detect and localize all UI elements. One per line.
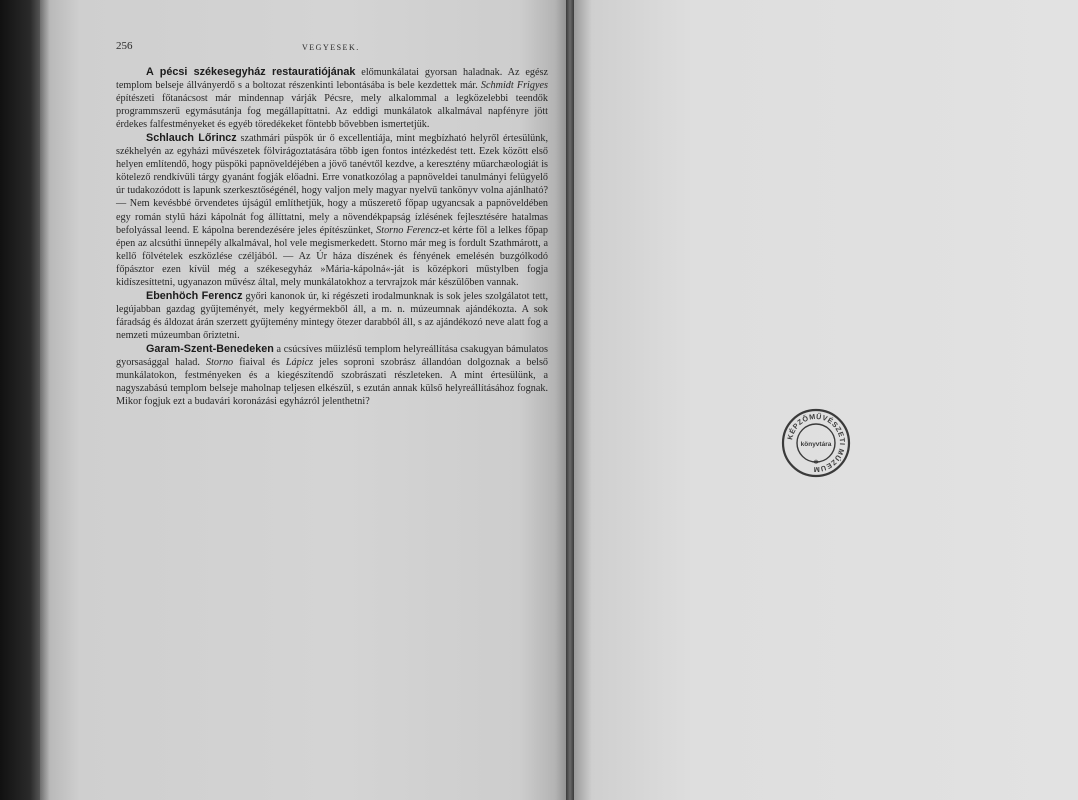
italic-name: Storno Ferencz bbox=[376, 224, 439, 236]
library-stamp bbox=[781, 408, 851, 478]
paragraph bbox=[116, 290, 548, 342]
text-run: győri kanonok úr, ki régészeti irodalmunknak is sok jeles szolgálatot tett, legújabban gazdag gyűjteményét, mely kegyérmekből áll, a m. n. múzeumnak ajándékozta. A sok fáradság és áldozat árán szerzett gyűjtemény mintegy ötezer darabból áll, s az ajándékozó neve alatt fog a nemzeti múzeumban őriztetni. bbox=[116, 290, 548, 341]
text-run: építészeti főtanácsost már mindennap várják Pécsre, mely alkalommal a legközelebbi teendők programmszerű egymásutánja fog megállapíttatni. Az eddigi munkálatok alkalmával napfényre jött érdekes falfestményeket és egyéb töredékeket föntebb bővebben ismertetjük. bbox=[116, 93, 548, 131]
svg-text:✱: ✱ bbox=[813, 459, 819, 466]
text-run: fiaival és bbox=[233, 357, 286, 369]
paragraph bbox=[116, 343, 548, 408]
running-head: VEGYESEK. bbox=[302, 43, 360, 52]
page-number: 256 bbox=[116, 40, 133, 52]
paragraph bbox=[116, 66, 548, 131]
text-run: jeles soproni szobrász állandóan dolgoznak a belső munkálatokon, festményeken és a kiegészítendő szobrászati részleteken. A mint értesülünk, a nagyszabású templom belseje maholnap teljesen elkészül, s ezután annak külső helyreállításához fognak. Mikor fogjuk ezt a budavári koronázási egyházról jelenthetni? bbox=[116, 357, 548, 408]
text-run: szathmári püspök úr ő excellentiája, mint megbízható helyről értesülünk, székhelyén az egyházi művészetek fölvirágoztatására több igen fontos intézkedést tett. Ezek között első helyen említendő, hogy püspöki papnöveldéjében a jövő tanévtől kezdve, a keresztény műarchæologiát is kötelező rendkívüli tárgy gyanánt fogják előadni. Erre vonatkozólag a papnöveldei tanulmányi felügyelő úr tudakozódott is lapunk szerkesztőségénél, hogy valjon mely magyar nyelvű tankönyv volna ajánlható? — Nem kevésbbé örvendetes újságúl említhetjük, hogy a műszerető főpap ugyancsak a papnöveldében egy román stylű házi kápolnát fog állíttatni, mely a növendékpapság ízlésének fejlesztésére hatalmas befolyással leend. E kápolna berendezésére jeles építészünket, bbox=[116, 133, 548, 236]
paragraph-lead: A pécsi székesegyház restauratiójának bbox=[146, 66, 356, 78]
text-run: előmunkálatai gyorsan haladnak. Az egész templom belseje állványerdő s a boltozat részenkinti lebontásába is bele kezdettek már. bbox=[116, 67, 548, 92]
book-gutter bbox=[566, 0, 574, 800]
paragraph-lead: Schlauch Lőrincz bbox=[146, 132, 237, 145]
paragraph bbox=[116, 132, 548, 289]
article-text bbox=[116, 66, 548, 408]
paragraph-lead: Ebenhöch Ferencz bbox=[146, 289, 243, 302]
italic-name: Schmidt Frigyes bbox=[480, 80, 548, 92]
scan-edge bbox=[0, 0, 40, 800]
text-run: a csúcsíves műizlésű templom helyreállítása csakugyan bámulatos gyorsasággal halad. bbox=[116, 343, 548, 369]
italic-name: Lápicz bbox=[285, 357, 314, 369]
svg-text:könyvtára: könyvtára bbox=[800, 441, 832, 448]
text-run: -et kérte föl a lelkes főpap épen az alcsúthi ünnepély alkalmával, hol vele megismerkedett. Storno már meg is fordult Szathmárott, a kellő fölvételek eszközlése czéljából. — Az Úr háza díszének és fényének emelésén buzgólkodó főpásztor ezen kívül még a székesegyház »Mária-kápolná«-ját is középkori műstylben fogja kidíszesíttetni, ugyanazon művész által, mely munkálatokhoz a tervrajzok már készülőben vannak. bbox=[116, 224, 549, 288]
italic-name: Storno bbox=[205, 357, 234, 369]
right-page bbox=[574, 0, 1078, 800]
page-header bbox=[116, 40, 546, 56]
paragraph-lead: Garam-Szent-Benedeken bbox=[146, 342, 274, 355]
svg-text:KÉPZŐMŰVÉSZETI MÚZEUM: KÉPZŐMŰVÉSZETI MÚZEUM bbox=[785, 411, 848, 475]
stamp-seal-icon bbox=[781, 408, 851, 478]
